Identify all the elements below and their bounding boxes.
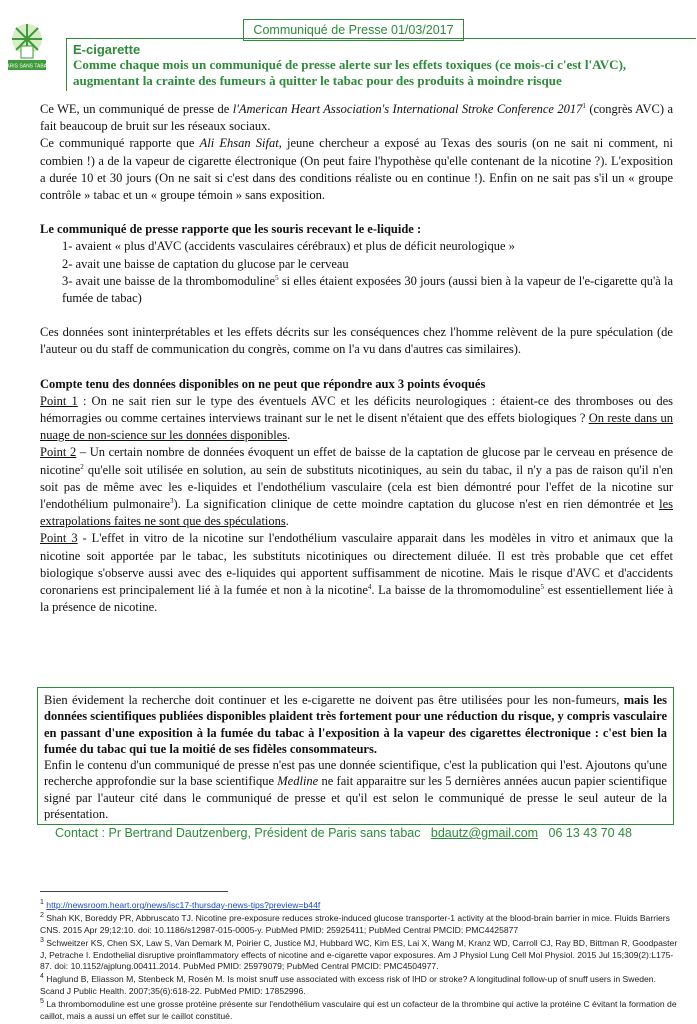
point-text: ). La signification clinique de cette moindre captation du glucose n'est en rien démontrée et	[173, 497, 660, 512]
footnote-2	[40, 913, 680, 936]
footnotes	[40, 900, 680, 1024]
mice-item-2: 2- avait une baisse de captation du glucose par le cerveau	[62, 256, 349, 271]
intro-paragraph-2	[40, 135, 673, 204]
subtitle-line-2: augmentant la crainte des fumeurs à quitter le tabac pour des produits à moindre risque	[73, 73, 562, 88]
footnote-divider	[40, 891, 228, 892]
intro-text: (congrès AVC) a fait beaucoup de bruit sur les réseaux sociaux.	[40, 102, 673, 134]
point-1	[40, 393, 673, 445]
conclusion-paragraph-1	[44, 692, 667, 757]
footnote-text: La thrombomoduline est une grosse protéine présente sur l'endothélium vasculaire qui est un cofacteur de la thrombine qui active la protéine C évitant la formation de caillot, mais a aussi un effet sur le caillot constitué.	[40, 999, 677, 1021]
footnote-4	[40, 974, 680, 997]
conclusion-text: Enfin le contenu d'un communiqué de presse n'est pas une donnée scientifique, c'est la publication qui l'est. Ajoutons qu'une recherche approfondie sur la base scientifique	[44, 758, 667, 789]
page-title: E-cigarette	[73, 42, 141, 57]
point-3	[40, 530, 673, 616]
point-text: : On ne sait rien sur le type des éventuels AVC et les déficits neurologiques : étaient-ce des thromboses ou des hémorragies ou comme certaines interviews trainant sur le net le disent n'étaient que des effets biologiques ?	[40, 393, 673, 426]
footnote-number: 3	[40, 937, 44, 945]
footnote-text: Schweitzer KS, Chen SX, Law S, Van Demark M, Poirier C, Justice MJ, Hubbard WC, Kim ES, Lai X, Wang M, Kranz WD, Carroll CJ, Ray BD, Bittman R, Goodpaster J, Petrache I. Endothelial disruptive proinflammatory effects of nicotine and e-cigarette vapor exposures. Am J Physiol Lung Cell Mol Physiol. 2015 Jul 15;309(2):L175-87. doi: 10.1152/ajplung.00411.2014. PubMed PMID: 25979079; PubMed Central PMCID: PMC4504977.	[40, 938, 678, 972]
intro-paragraph-1	[40, 101, 673, 135]
point-text: .	[285, 514, 289, 529]
interpretation-paragraph: Ces données sont ininterprétables et les effets décrits sur les conséquences chez l'homme relèvent de la pure spéculation (de l'auteur ou du staff de communication du congrès, comme on l'a vu dans d'autres cas similaires).	[40, 325, 673, 357]
footnote-number: 2	[40, 912, 44, 920]
footnote-ref[interactable]: 3	[170, 496, 174, 505]
database-name: Medline	[277, 774, 319, 789]
paris-sans-tabac-logo	[3, 22, 51, 72]
footnote-link[interactable]: http://newsroom.heart.org/news/isc17-thursday-news-tips?preview=b44f	[46, 900, 321, 910]
footnote-3	[40, 938, 680, 972]
item-text: 3- avait une baisse de la thrombomoduline	[62, 273, 276, 288]
conclusion-emphasis: mais les données scientifiques publiées disponibles plaident très fortement pour une réduction du risque, y compris vasculaire en passant d'une exposition à la fumée du tabac à l'exposition à la vapeur des cigarettes électronique : c'est bien la fumée du tabac qui tue la moitié de ses fidèles consommateurs.	[44, 693, 667, 756]
point-text: qu'elle soit utilisée en solution, au sein de substituts nicotiniques, au sein du tabac, il n'y a pas de raison qu'il n'en soit pas de même avec les e-liquides et l'endothélium vasculaire (cela est bien démontré pour l'effet de la nicotine sur l'endothélium pulmonaire	[40, 462, 673, 512]
contact-email-link[interactable]: bdautz@gmail.com	[430, 826, 539, 840]
footnote-ref[interactable]: 4	[367, 582, 372, 591]
point-text: - L'effet in vitro de la nicotine sur l'endothélium vasculaire apparait dans les modèles in vitro et animaux que la nicotine soit apportée par le tabac, les substituts nicotiniques ou directement diluée. Il est très probable que cet effet biologique s'observe aussi avec des e-liquides qui apportent suffisamment de nicotine. Mais le risque d'AVC et d'accidents coronariens est principalement lié à la fumée et non à la nicotine	[40, 531, 673, 598]
intro-text: , jeune chercheur a exposé au Texas des souris (on ne sait ni comment, ni combien !) a de la vapeur de cigarette électronique (On peut faire l'hypothèse qu'elle contenant de la nicotine ?). L'exposition a durée 10 et 30 jours (On ne sait si c'est dans des conditions réaliste ou en continue !). Enfin on ne sait pas s'il un « groupe contrôle » tabac et un « groupe témoin » sans exposition.	[40, 136, 674, 203]
contact-label: Contact : Pr Bertrand Dautzenberg, Président de Paris sans tabac	[55, 826, 421, 840]
footnote-ref[interactable]: 1	[582, 101, 586, 110]
intro-text: Ce communiqué rapporte que	[40, 136, 200, 151]
point-text: .	[287, 428, 291, 443]
footnote-5	[40, 999, 680, 1022]
footnote-1	[40, 900, 680, 911]
footnote-number: 1	[40, 899, 44, 907]
footnote-ref[interactable]: 5	[275, 273, 279, 282]
point-emphasis: On reste dans un nuage de non-science sur les données disponibles	[40, 411, 673, 443]
conclusion-paragraph-2	[44, 757, 667, 822]
conclusion-text: ne fait apparaitre sur les 5 dernières années aucun papier scientifique signé par l'auteur cité dans le communiqué de presse et qu'il est selon le communiqué de presse le seul auteur de la présentation.	[44, 774, 667, 822]
point-text: . La baisse de la thromomoduline	[371, 583, 541, 598]
point-text: est essentiellement liée à la présence de nicotine.	[40, 583, 673, 615]
point-emphasis: les extrapolations faites ne sont que des spéculations	[40, 497, 673, 529]
point-label: Point 1	[40, 393, 78, 408]
researcher-name: Ali Ehsan Sifat	[199, 136, 279, 151]
item-text: si elles étaient exposées 30 jours (aussi bien à la vapeur de l'e-cigarette qu'à la fumée de tabac)	[62, 273, 673, 306]
point-text: – Un certain nombre de données évoquent un effet de baisse de la captation de glucose par le cerveau en présence de nicotine	[40, 445, 673, 477]
intro-text: Ce WE, un communiqué de presse de	[40, 102, 233, 116]
footnote-ref[interactable]: 2	[80, 462, 84, 471]
conference-name: l'American Heart Association's International Stroke Conference 2017	[232, 102, 583, 116]
point-label: Point 3	[40, 531, 78, 546]
mice-heading: Le communiqué de presse rapporte que les souris recevant le e-liquide :	[40, 222, 422, 237]
article-body	[40, 101, 673, 616]
footnote-number: 5	[40, 998, 44, 1006]
footnote-text: Haglund B, Eliasson M, Stenbeck M, Rosén M. Is moist snuff use associated with excess risk of IHD or stroke? A longitudinal follow-up of snuff users in Sweden. Scand J Public Health. 2007;35(6):618-22. PubMed PMID: 17852996.	[40, 974, 656, 996]
subtitle-line-1: Comme chaque mois un communiqué de presse alerte sur les effets toxiques (ce mois-ci c'est l'AVC),	[73, 57, 627, 72]
point-2	[40, 444, 673, 530]
conclusion-box	[37, 687, 674, 825]
footnote-number: 4	[40, 973, 44, 981]
mice-item-3	[40, 273, 673, 307]
svg-text:PARIS SANS TABAC: PARIS SANS TABAC	[3, 63, 51, 70]
contact-line	[55, 826, 632, 840]
press-release-date: Communiqué de Presse 01/03/2017	[243, 19, 464, 41]
conclusion-text: Bien évidement la recherche doit continuer et les e-cigarette ne doivent pas être utilisées pour les non-fumeurs,	[44, 693, 624, 707]
header-box	[66, 38, 696, 91]
points-heading: Compte tenu des données disponibles on ne peut que répondre aux 3 points évoqués	[40, 376, 486, 391]
contact-phone: 06 13 43 70 48	[548, 826, 632, 840]
footnote-ref[interactable]: 5	[540, 582, 544, 591]
footnote-text: Shah KK, Boreddy PR, Abbruscato TJ. Nicotine pre-exposure reduces stroke-induced glucose transporter-1 activity at the blood-brain barrier in mice. Fluids Barriers CNS. 2015 Apr 29;12:10. doi: 10.1186/s12987-015-0005-y. PubMed PMID: 25925411; PubMed Central PMCID: PMC4425877	[40, 913, 670, 935]
mice-item-1: 1- avaient « plus d'AVC (accidents vasculaires cérébraux) et plus de déficit neurologique »	[62, 239, 515, 254]
point-label: Point 2	[40, 445, 77, 460]
